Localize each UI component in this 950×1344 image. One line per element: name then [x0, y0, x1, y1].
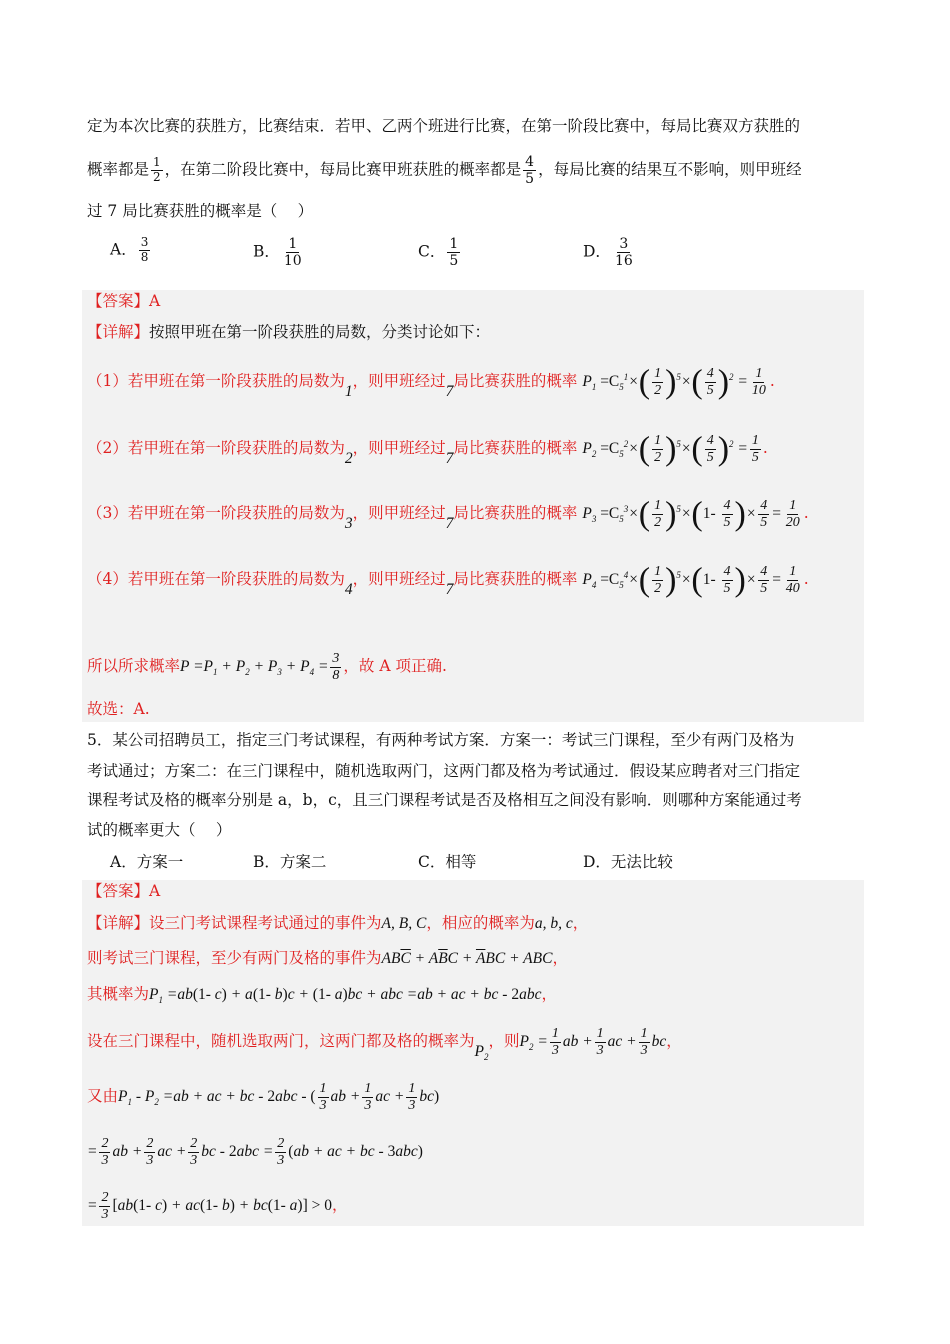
q5-option-c: C．相等: [418, 853, 477, 871]
p2-formula: $P_2$ = $\frac{1}{3}$ ab + $\frac{1}{3}$ ac + $\frac{1}{3}$ bc: [519, 1026, 667, 1059]
fraction-half: $\frac{1}{2}$: [153, 155, 161, 185]
events-abc: A, B, C: [381, 915, 427, 932]
q5-detail-2: 则考试三门课程，至少有两门及格的事件为$AB\overline{C} + A\overline{B}C + \overline{A}BC$ + ABC，: [87, 949, 568, 967]
q5-line-2: 考试通过；方案二：在三门课程中，随机选取两门，这两门都及格为考试通过．假设某应聘者对三门指定: [87, 762, 801, 780]
q5-option-b: B．方案二: [253, 853, 327, 871]
q4-case-4: （4）若甲班在第一阶段获胜的局数为4，则甲班经过7局比赛获胜的概率 $P_4 =C_5^4\times$( $\frac{1}{2}$ )$^5$×(1- $\frac{4}{5}$ )× $\frac{4}{5}$ = $\frac{1}{40}$ .: [87, 561, 809, 599]
q4-choose: 故选：A.: [87, 700, 150, 718]
q5-detail-7: = $\frac{2}{3}$ [ab(1- c) + ac(1- b) + bc(1- a)] > 0，: [87, 1190, 348, 1223]
diff-formula-1: $P_1 - P_2 =ab$ + ac + bc - 2abc - ( $\frac{1}{3}$ ab + $\frac{1}{3}$ ac + $\frac{1}{3}$ bc): [118, 1081, 440, 1114]
case-4-formula: $P_4 =C_5^4\times$( $\frac{1}{2}$ )$^5$×(1- $\frac{4}{5}$ )× $\frac{4}{5}$ = $\frac{1}{40}$: [582, 561, 800, 599]
fraction-four-fifths: $\frac{4}{5}$: [525, 154, 535, 188]
q4-case-2: （2）若甲班在第一阶段获胜的局数为2，则甲班经过7局比赛获胜的概率 $P_2 =C_5^2\times$( $\frac{1}{2}$ )$^5$×( $\frac{4}{5}$ )$^2$ = $\frac{1}{5}$ .: [87, 430, 768, 468]
q5-detail-4: 设在三门课程中，随机选取两门，这两门都及格的概率为$P_2$，则$P_2$ = $\frac{1}{3}$ ab + $\frac{1}{3}$ ac + $\frac{1}{3}$ bc，: [87, 1026, 682, 1063]
q4-option-c: C． $\frac{1}{5}$: [418, 236, 459, 270]
q4-answer: 【答案】A: [87, 292, 161, 310]
q5-line-1: 5．某公司招聘员工，指定三门考试课程，有两种考试方案．方案一：考试三门课程，至少有两门及格为: [87, 731, 795, 749]
q4-line-2c: ，每局比赛的结果互不影响，则甲班经: [538, 160, 802, 179]
sum-formula: $P =P_1 + P_2 + P_3 + P_4$ = $\frac{3}{8}$: [180, 651, 340, 684]
q4-option-b: B． $\frac{1}{10}$: [253, 236, 302, 270]
event-sum: $AB\overline{C} + A\overline{B}C + \overline{A}BC$ + ABC: [381, 950, 553, 967]
case-3-formula: $P_3 =C_5^3\times$( $\frac{1}{2}$ )$^5$×(1- $\frac{4}{5}$ )× $\frac{4}{5}$ = $\frac{1}{20}$: [582, 495, 800, 533]
diff-formula-3: = $\frac{2}{3}$ [ab(1- c) + ac(1- b) + bc(1- a)] > 0: [87, 1190, 332, 1223]
q4-line-2: [87, 154, 867, 187]
q4-line-1: 定为本次比赛的获胜方，比赛结束．若甲、乙两个班进行比赛，在第一阶段比赛中，每局比赛双方获胜的: [87, 117, 801, 135]
q5-line-3: 课程考试及格的概率分别是 a，b，c，且三门课程考试是否及格相互之间没有影响．则哪种方案能通过考: [87, 791, 802, 809]
q4-line-2b: ，在第二阶段比赛中，每局比赛甲班获胜的概率都是: [164, 160, 522, 179]
q5-detail-1: 【详解】设三门考试课程考试通过的事件为A, B, C，相应的概率为a, b, c，: [87, 914, 589, 932]
q4-detail: 【详解】按照甲班在第一阶段获胜的局数，分类讨论如下：: [87, 323, 491, 341]
case-2-formula: $P_2 =C_5^2\times$( $\frac{1}{2}$ )$^5$×( $\frac{4}{5}$ )$^2$ = $\frac{1}{5}$: [582, 430, 759, 468]
q5-detail-6: [87, 1136, 867, 1169]
q5-line-4: 试的概率更大（ ）: [87, 821, 232, 839]
q4-line-3: 过 7 局比赛获胜的概率是（ ）: [87, 202, 314, 220]
q4-option-d: D． $\frac{3}{16}$: [583, 236, 633, 270]
diff-formula-2: = $\frac{2}{3}$ ab + $\frac{2}{3}$ ac + $\frac{2}{3}$ bc - 2abc = $\frac{2}{3}$ (ab + ac + bc - 3abc): [87, 1136, 423, 1169]
p1-formula: $P_1 =ab(1-$ c) + a(1- b)c + (1- a)bc + abc =ab + ac + bc - 2abc: [149, 986, 542, 1006]
case-1-formula: $P_1 =C_5^1\times$( $\frac{1}{2}$ )$^5$×( $\frac{4}{5}$ )$^2$ = $\frac{1}{10}$: [582, 363, 766, 401]
q4-case-3: （3）若甲班在第一阶段获胜的局数为3，则甲班经过7局比赛获胜的概率 $P_3 =C_5^3\times$( $\frac{1}{2}$ )$^5$×(1- $\frac{4}{5}$ )× $\frac{4}{5}$ = $\frac{1}{20}$ .: [87, 495, 809, 533]
q5-detail-3: 其概率为$P_1 =ab(1-$ c) + a(1- b)c + (1- a)bc + abc =ab + ac + bc - 2abc，: [87, 985, 557, 1006]
q4-sum: 所以所求概率$P =P_1 + P_2 + P_3 + P_4$ = $\frac{3}{8}$ ，故 A 项正确.: [87, 651, 447, 684]
probs-abc: a, b, c: [534, 915, 573, 932]
q4-option-a: A． $\frac{3}{8}$: [110, 235, 149, 264]
q4-line-2a: 概率都是: [87, 160, 150, 179]
q5-answer: 【答案】A: [87, 882, 161, 900]
q4-case-1: （1）若甲班在第一阶段获胜的局数为1，则甲班经过7局比赛获胜的概率 $P_1 =C_5^1\times$( $\frac{1}{2}$ )$^5$×( $\frac{4}{5}$ )$^2$ = $\frac{1}{10}$ .: [87, 363, 775, 401]
q5-detail-5: 又由$P_1 - P_2 =ab$ + ac + bc - 2abc - ( $\frac{1}{3}$ ab + $\frac{1}{3}$ ac + $\frac{1}{3}$ bc): [87, 1081, 440, 1114]
q5-option-a: A．方案一: [110, 853, 184, 871]
q5-option-d: D．无法比较: [583, 853, 673, 871]
